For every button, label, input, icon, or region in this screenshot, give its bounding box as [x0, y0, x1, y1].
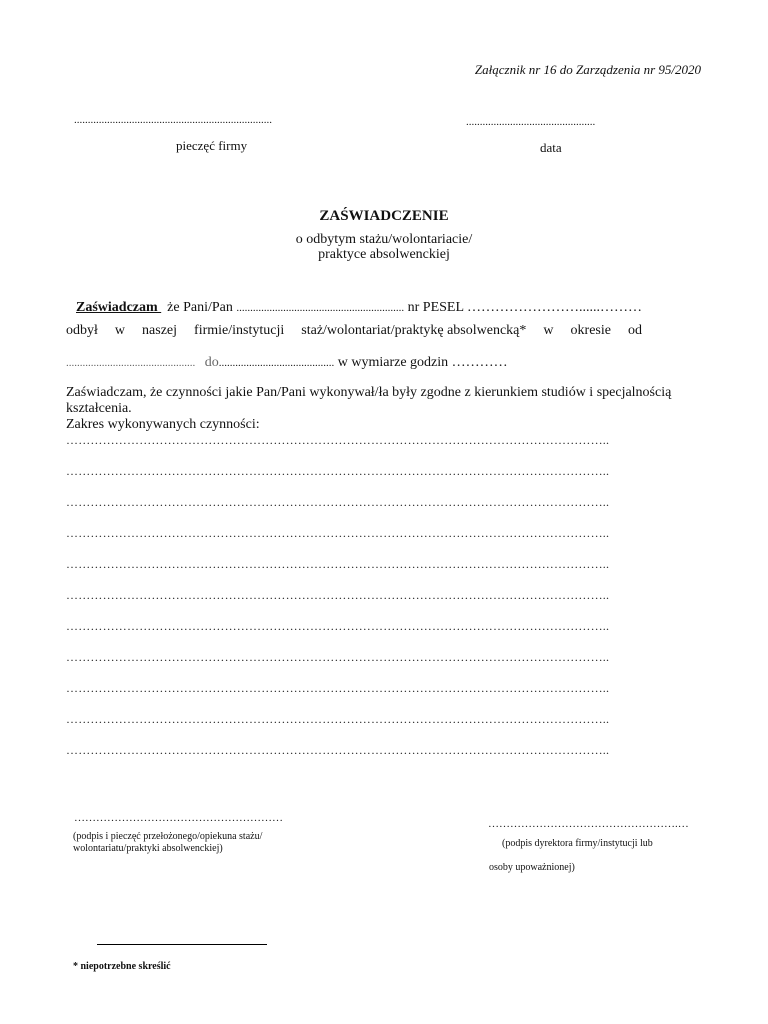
date-dotted-line: ...............................................: [466, 116, 596, 128]
scope-dotted-line: ……………………………………………………………………………………………………………………..: [66, 495, 610, 509]
certification-line-3: [66, 355, 508, 371]
company-stamp-label: pieczęć firmy: [176, 138, 248, 153]
pesel-label: nr PESEL: [404, 300, 468, 315]
certification-line-2: [66, 323, 642, 339]
pesel-dotted-field: ……………………......………: [467, 300, 643, 315]
date-label: data: [540, 140, 562, 155]
hours-label: w wymiarze godzin: [334, 355, 452, 370]
supervisor-signature-label: (podpis i pieczęć przełożonego/opiekuna stażu/ wolontariatu/praktyki absolwenckiej): [73, 831, 263, 854]
compliance-statement: Zaświadczam, że czynności jakie Pan/Pani wykonywał/ła były zgodne z kierunkiem studiów i specjalnością kształcenia.: [66, 385, 672, 416]
subtitle-line-1: o odbytym stażu/wolontariacie/: [295, 232, 473, 247]
date-to-dotted-field: ..........................................: [218, 357, 335, 369]
scope-dotted-line: ……………………………………………………………………………………………………………………..: [66, 526, 610, 540]
scope-dotted-line: ……………………………………………………………………………………………………………………..: [66, 650, 610, 664]
scope-dotted-line: ……………………………………………………………………………………………………………………..: [66, 681, 610, 695]
scope-dotted-line: ……………………………………………………………………………………………………………………..: [66, 588, 610, 602]
director-signature-label-line-2: osoby upoważnionej): [489, 862, 575, 873]
word-do: do: [204, 355, 219, 370]
word-okresie: okresie: [570, 323, 611, 338]
hours-dotted-field: …………: [451, 355, 508, 370]
person-name-dotted-field: .............................................................: [236, 302, 405, 314]
word-w: w: [114, 323, 126, 338]
certify-word: Zaświadczam: [76, 300, 162, 315]
scope-dotted-line: ……………………………………………………………………………………………………………………..: [66, 619, 610, 633]
certification-line-1: [66, 300, 642, 316]
scope-dotted-line: ……………………………………………………………………………………………………………………..: [66, 433, 610, 447]
person-label: że Pani/Pan: [167, 300, 237, 315]
annex-reference: Załącznik nr 16 do Zarządzenia nr 95/2020: [474, 62, 701, 77]
director-signature-dotted-line: …………………………………………….…: [488, 818, 689, 830]
subtitle-line-2: praktyce absolwenckiej: [318, 247, 450, 262]
director-signature-label-line-1: (podpis dyrektora firmy/instytucji lub: [502, 838, 653, 849]
document-subtitle: [0, 232, 768, 262]
scope-dotted-line: ……………………………………………………………………………………………………………………..: [66, 464, 610, 478]
footnote-separator: [97, 944, 267, 945]
word-od: od: [627, 323, 642, 338]
supervisor-signature-dotted-line: …………………………………………………: [74, 812, 283, 824]
scope-dotted-lines: [66, 433, 706, 774]
word-firm-institution: firmie/instytucji: [194, 323, 285, 338]
word-internship-type: staż/wolontariat/praktykę absolwencką*: [301, 323, 527, 338]
scope-dotted-line: ……………………………………………………………………………………………………………………..: [66, 712, 610, 726]
word-w-2: w: [543, 323, 554, 338]
date-from-dotted-field: ...............................................: [66, 357, 196, 369]
document-title: ZAŚWIADCZENIE: [319, 208, 449, 224]
compliance-paragraph: [66, 385, 706, 433]
word-odbyl: odbył: [66, 323, 98, 338]
company-stamp-dotted-line: ........................................................................: [74, 114, 272, 126]
footnote: * niepotrzebne skreślić: [73, 961, 171, 972]
word-naszej: naszej: [142, 323, 178, 338]
scope-label: Zakres wykonywanych czynności:: [66, 417, 260, 432]
scope-dotted-line: ……………………………………………………………………………………………………………………..: [66, 557, 610, 571]
scope-dotted-line: ……………………………………………………………………………………………………………………..: [66, 743, 610, 757]
